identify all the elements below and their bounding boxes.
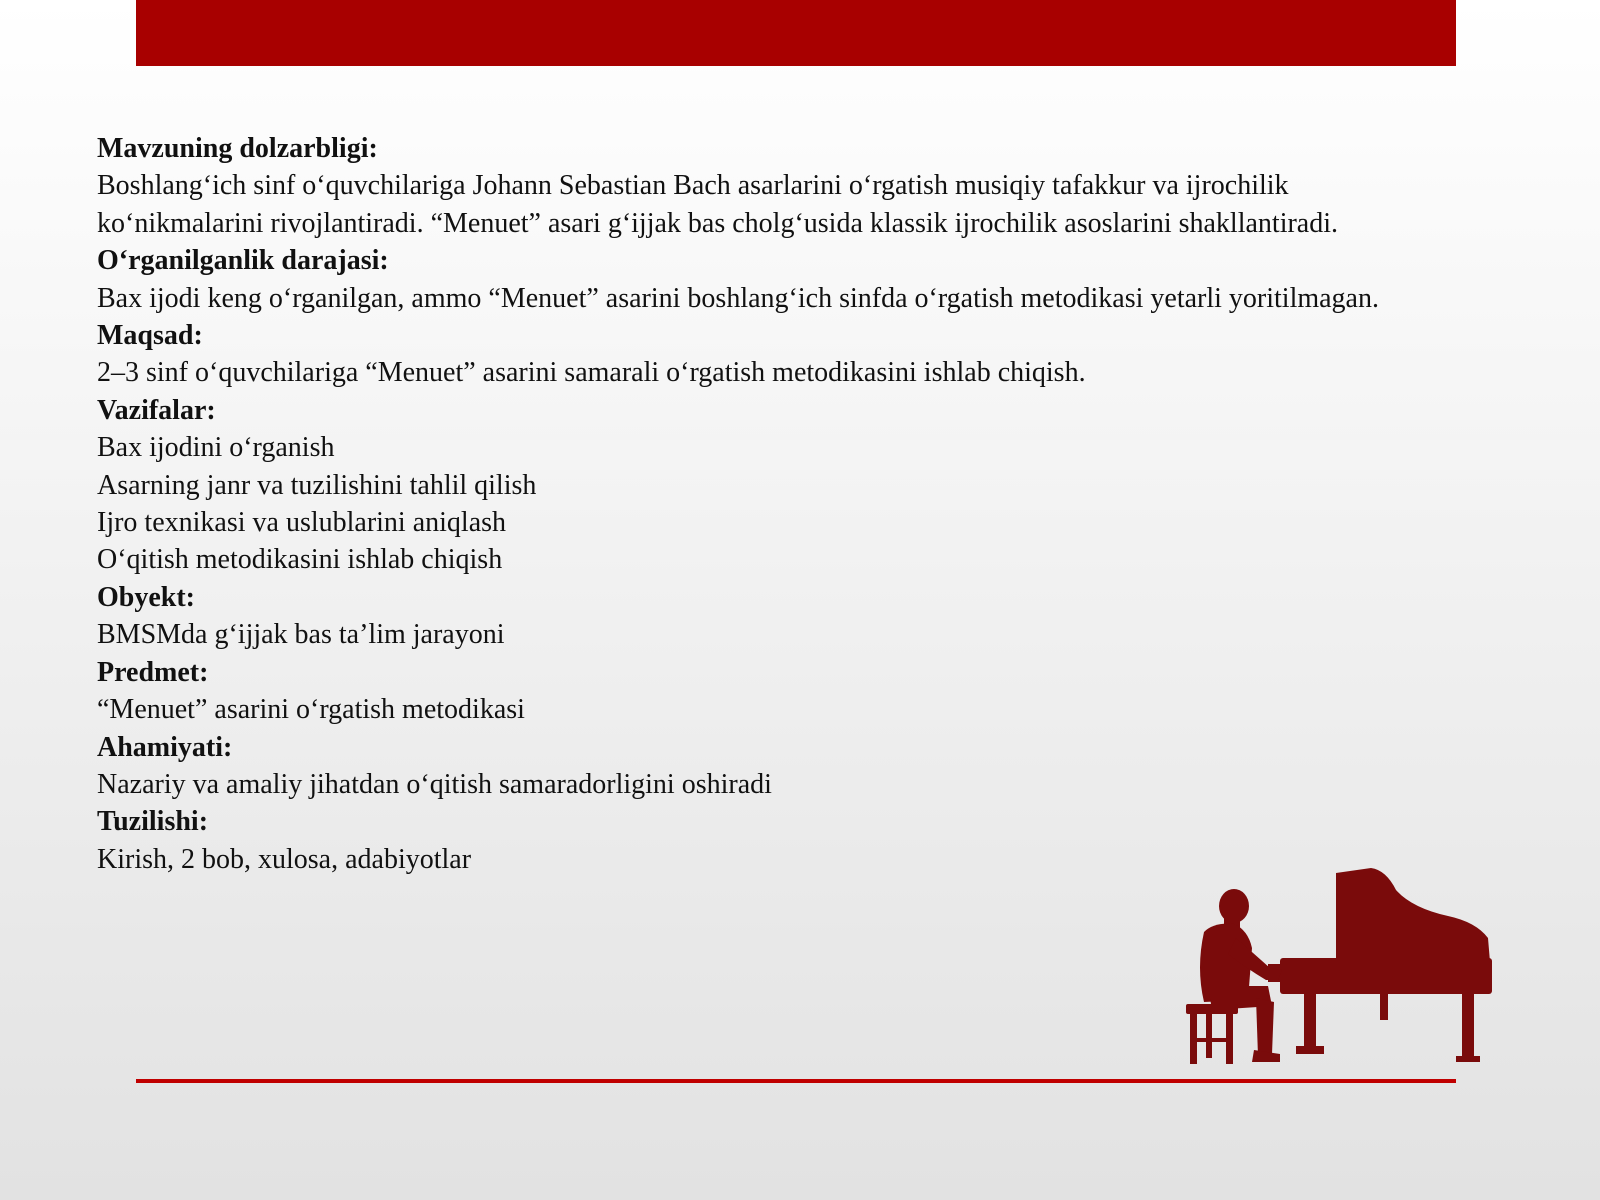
section-text-structure: Kirish, 2 bob, xulosa, adabiyotlar [97,843,472,875]
top-accent-bar [136,0,1456,66]
slide-body [97,130,1437,878]
section-heading-subject: Predmet: [97,656,209,688]
section-heading-goal: Maqsad: [97,320,203,352]
section-heading-study-level: O‘rganilganlik darajasi: [97,245,389,277]
section-heading-importance: Ahamiyati: [97,731,233,763]
task-item: O‘qitish metodikasini ishlab chiqish [97,544,503,576]
task-item: Asarning janr va tuzilishini tahlil qilish [97,469,537,501]
task-item: Ijro texnikasi va uslublarini aniqlash [97,507,507,539]
section-heading-relevance: Mavzuning dolzarbligi: [97,133,378,164]
section-text-subject: “Menuet” asarini o‘rgatish metodikasi [97,694,525,726]
section-text-importance: Nazariy va amaliy jihatdan o‘qitish samaradorligini oshiradi [97,768,772,800]
section-heading-structure: Tuzilishi: [97,806,209,838]
section-heading-tasks: Vazifalar: [97,394,216,426]
section-text-study-level: Bax ijodi keng o‘rganilgan, ammo “Menuet” asarini boshlang‘ich sinfda o‘rgatish metodikasi yetarli yoritilmagan. [97,282,1379,314]
section-text-object: BMSMda g‘ijjak bas ta’lim jarayoni [97,619,505,651]
section-text-goal: 2–3 sinf o‘quvchilariga “Menuet” asarini samarali o‘rgatish metodikasini ishlab chiqish. [97,357,1086,389]
pianist-silhouette-icon [1186,868,1498,1068]
section-text-relevance: Boshlang‘ich sinf o‘quvchilariga Johann Sebastian Bach asarlarini o‘rgatish musiqiy tafakkur va ijrochilik ko‘nikmalarini rivojlantiradi. “Menuet” asari g‘ijjak bas cholg‘usida klassik ijrochilik asoslarini shakllantiradi. [97,170,1339,239]
section-heading-object: Obyekt: [97,581,195,613]
bottom-divider-line [136,1079,1456,1083]
task-item: Bax ijodini o‘rganish [97,432,335,464]
